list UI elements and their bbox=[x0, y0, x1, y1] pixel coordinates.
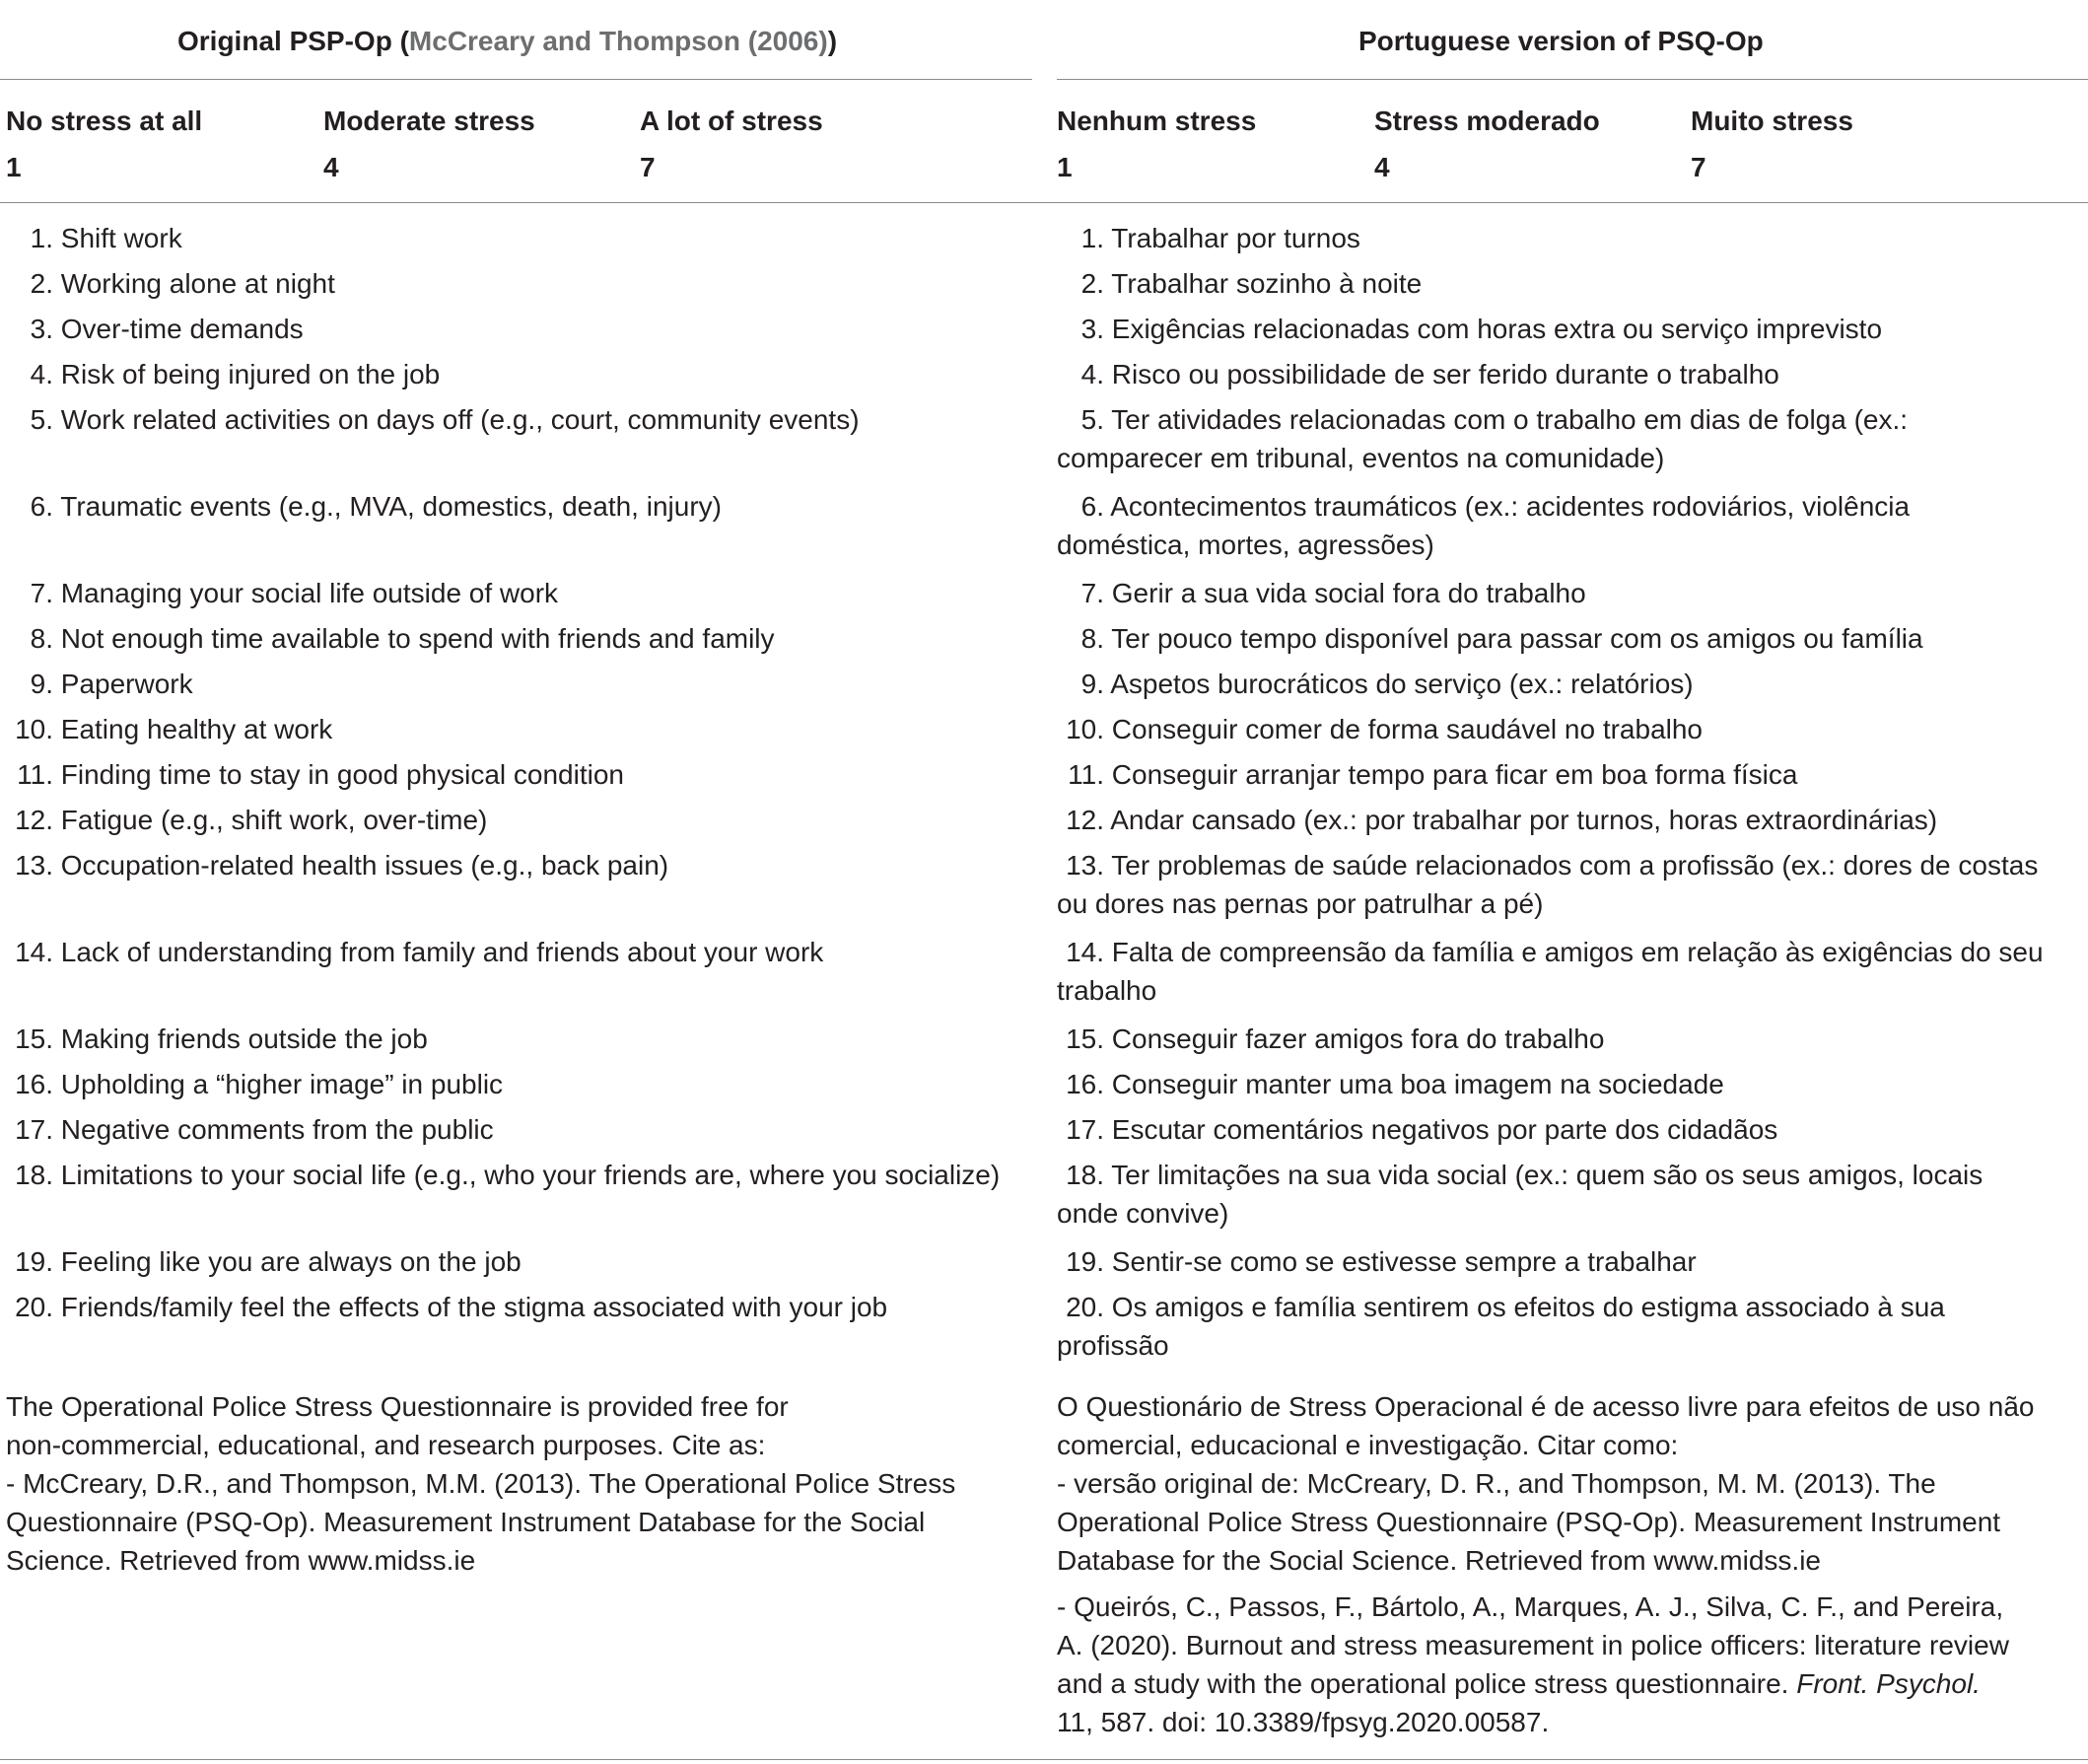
item-text-continuation: comparecer em tribunal, eventos na comunidade) bbox=[1057, 443, 1665, 473]
item-text-continuation: onde convive) bbox=[1057, 1198, 1229, 1229]
item-text: Over-time demands bbox=[60, 314, 304, 344]
item-number: 5. bbox=[30, 404, 53, 435]
item-text: 9. Aspetos burocráticos do serviço (ex.: relatórios) bbox=[1057, 665, 2082, 703]
scale-value-high: 7 bbox=[1691, 152, 1706, 182]
item-text: Traumatic events (e.g., MVA, domestics, death, injury) bbox=[60, 491, 722, 522]
portuguese-item bbox=[1057, 1065, 2082, 1103]
item-text: Finding time to stay in good physical condition bbox=[60, 759, 624, 790]
scale-label-mid: Moderate stress bbox=[323, 106, 535, 136]
scale-value-mid: 4 bbox=[1374, 152, 1390, 182]
item-number: 19. bbox=[1066, 1246, 1104, 1277]
item-text: Negative comments from the public bbox=[60, 1114, 494, 1145]
portuguese-title: Portuguese version of PSQ-Op bbox=[1358, 26, 1764, 56]
original-item bbox=[6, 400, 1031, 439]
item-number: 8. bbox=[30, 623, 53, 654]
original-title-reference[interactable]: McCreary and Thompson (2006) bbox=[408, 26, 828, 56]
item-number: 16. bbox=[1066, 1069, 1104, 1099]
item-number: 6. bbox=[30, 491, 53, 522]
original-item bbox=[6, 1156, 1031, 1194]
original-item bbox=[6, 310, 1031, 348]
item-number: 20. bbox=[1066, 1292, 1104, 1322]
original-item bbox=[6, 1288, 1031, 1326]
original-note bbox=[6, 1387, 1031, 1580]
item-text-continuation: ou dores nas pernas por patrulhar a pé) bbox=[1057, 888, 1544, 919]
item-number: 20. bbox=[15, 1292, 53, 1322]
citation-line: 11, 587. doi: 10.3389/fpsyg.2020.00587. bbox=[1057, 1707, 1550, 1737]
original-item bbox=[6, 1020, 1031, 1058]
original-item bbox=[6, 355, 1031, 393]
note-line: Science. Retrieved from www.midss.ie bbox=[6, 1545, 476, 1576]
original-item bbox=[6, 219, 1031, 257]
item-text: Work related activities on days off (e.g., court, community events) bbox=[60, 404, 860, 435]
item-number: 1. bbox=[30, 223, 53, 253]
item-text: Feeling like you are always on the job bbox=[60, 1246, 522, 1277]
item-number: 9. bbox=[30, 669, 53, 699]
portuguese-item bbox=[1057, 665, 2082, 703]
item-text: 1. Trabalhar por turnos bbox=[1057, 219, 2082, 257]
item-number: 13. bbox=[15, 850, 53, 881]
item-number: 2. bbox=[30, 268, 53, 299]
portuguese-note bbox=[1057, 1387, 2082, 1741]
original-item bbox=[6, 665, 1031, 703]
item-text: 15. Conseguir fazer amigos fora do trabalho bbox=[1057, 1020, 2082, 1058]
original-item bbox=[6, 487, 1031, 526]
item-text: 11. Conseguir arranjar tempo para ficar em boa forma física bbox=[1057, 755, 2082, 794]
portuguese-item bbox=[1057, 619, 2082, 658]
item-number: 16. bbox=[15, 1069, 53, 1099]
portuguese-item bbox=[1057, 487, 2082, 564]
item-number: 14. bbox=[15, 937, 53, 967]
item-number: 6. bbox=[1080, 491, 1104, 522]
portuguese-item bbox=[1057, 710, 2082, 748]
item-number: 15. bbox=[15, 1023, 53, 1054]
note-line: Database for the Social Science. Retrieved from www.midss.ie bbox=[1057, 1545, 1821, 1576]
table-bottom-rule bbox=[0, 1759, 2088, 1760]
item-text: Working alone at night bbox=[60, 268, 335, 299]
item-text: 18. Ter limitações na sua vida social (ex.: quem são os seus amigos, locais bbox=[1057, 1156, 2082, 1194]
item-text: 2. Trabalhar sozinho à noite bbox=[1057, 264, 2082, 303]
item-number: 3. bbox=[30, 314, 53, 344]
item-text: Eating healthy at work bbox=[60, 714, 333, 744]
note-line: O Questionário de Stress Operacional é de acesso livre para efeitos de uso não bbox=[1057, 1391, 2035, 1422]
item-text: 12. Andar cansado (ex.: por trabalhar por turnos, horas extraordinárias) bbox=[1057, 801, 2082, 839]
item-text: 17. Escutar comentários negativos por parte dos cidadãos bbox=[1057, 1110, 2082, 1149]
table-header-divider bbox=[0, 202, 2088, 203]
scale-value-low: 1 bbox=[6, 152, 22, 182]
scale-label-low: No stress at all bbox=[6, 106, 203, 136]
header-divider-right bbox=[1057, 79, 2088, 80]
original-item bbox=[6, 755, 1031, 794]
item-text: 7. Gerir a sua vida social fora do trabalho bbox=[1057, 574, 2082, 612]
citation-line: and a study with the operational police stress questionnaire. Front. Psychol. bbox=[1057, 1668, 1981, 1699]
item-text: 4. Risco ou possibilidade de ser ferido durante o trabalho bbox=[1057, 355, 2082, 393]
note-line: - McCreary, D.R., and Thompson, M.M. (2013). The Operational Police Stress bbox=[6, 1468, 956, 1499]
note-line: non-commercial, educational, and research purposes. Cite as: bbox=[6, 1430, 766, 1460]
original-title: Original PSP-Op (McCreary and Thompson (2006)) bbox=[177, 26, 838, 56]
citation-line: A. (2020). Burnout and stress measurement in police officers: literature review bbox=[1057, 1630, 2009, 1660]
item-number: 10. bbox=[15, 714, 53, 744]
scale-label-low: Nenhum stress bbox=[1057, 106, 1257, 136]
item-text: Lack of understanding from family and friends about your work bbox=[60, 937, 824, 967]
portuguese-item bbox=[1057, 574, 2082, 612]
item-text: 10. Conseguir comer de forma saudável no trabalho bbox=[1057, 710, 2082, 748]
original-item bbox=[6, 801, 1031, 839]
item-text: Limitations to your social life (e.g., who your friends are, where you socialize) bbox=[60, 1160, 1001, 1190]
item-number: 4. bbox=[30, 359, 53, 389]
item-text: Paperwork bbox=[60, 669, 193, 699]
item-number: 11. bbox=[17, 759, 53, 790]
item-text: Occupation-related health issues (e.g., back pain) bbox=[60, 850, 669, 881]
item-number: 8. bbox=[1080, 623, 1104, 654]
item-number: 18. bbox=[1066, 1160, 1104, 1190]
portuguese-item bbox=[1057, 846, 2082, 923]
item-number: 14. bbox=[1066, 937, 1104, 967]
item-text: 20. Os amigos e família sentirem os efeitos do estigma associado à sua bbox=[1057, 1288, 2082, 1326]
note-line: The Operational Police Stress Questionnaire is provided free for bbox=[6, 1391, 789, 1422]
item-text: Upholding a “higher image” in public bbox=[60, 1069, 504, 1099]
item-text-continuation: doméstica, mortes, agressões) bbox=[1057, 529, 1434, 560]
item-text: Fatigue (e.g., shift work, over-time) bbox=[60, 805, 488, 835]
portuguese-item bbox=[1057, 264, 2082, 303]
note-line: Questionnaire (PSQ-Op). Measurement Instrument Database for the Social bbox=[6, 1507, 926, 1537]
item-number: 17. bbox=[1066, 1114, 1104, 1145]
portuguese-item bbox=[1057, 1156, 2082, 1233]
original-item bbox=[6, 574, 1031, 612]
item-number: 4. bbox=[1080, 359, 1104, 389]
item-text: Risk of being injured on the job bbox=[60, 359, 441, 389]
portuguese-item bbox=[1057, 219, 2082, 257]
portuguese-item bbox=[1057, 1288, 2082, 1365]
item-number: 12. bbox=[1066, 805, 1104, 835]
item-text: 5. Ter atividades relacionadas com o trabalho em dias de folga (ex.: bbox=[1057, 400, 2082, 439]
scale-label-mid: Stress moderado bbox=[1374, 106, 1600, 136]
portuguese-item bbox=[1057, 1110, 2082, 1149]
original-item bbox=[6, 846, 1031, 884]
item-text: 8. Ter pouco tempo disponível para passar com os amigos ou família bbox=[1057, 619, 2082, 658]
item-text: 19. Sentir-se como se estivesse sempre a trabalhar bbox=[1057, 1242, 2082, 1281]
item-text-continuation: profissão bbox=[1057, 1330, 1169, 1361]
item-number: 2. bbox=[1080, 268, 1104, 299]
scale-value-low: 1 bbox=[1057, 152, 1073, 182]
item-text: 14. Falta de compreensão da família e amigos em relação às exigências do seu bbox=[1057, 933, 2082, 971]
scale-label-high: Muito stress bbox=[1691, 106, 1853, 136]
item-number: 5. bbox=[1080, 404, 1104, 435]
item-number: 11. bbox=[1068, 759, 1104, 790]
header-divider-left bbox=[0, 79, 1032, 80]
item-text: 13. Ter problemas de saúde relacionados com a profissão (ex.: dores de costas bbox=[1057, 846, 2082, 884]
item-number: 18. bbox=[15, 1160, 53, 1190]
note-line: - versão original de: McCreary, D. R., and Thompson, M. M. (2013). The bbox=[1057, 1468, 1936, 1499]
item-text-continuation: trabalho bbox=[1057, 975, 1157, 1006]
item-number: 7. bbox=[1080, 578, 1104, 608]
item-number: 19. bbox=[15, 1246, 53, 1277]
item-text: Managing your social life outside of work bbox=[60, 578, 559, 608]
item-text: 3. Exigências relacionadas com horas extra ou serviço imprevisto bbox=[1057, 310, 2082, 348]
item-number: 13. bbox=[1066, 850, 1104, 881]
original-item bbox=[6, 1065, 1031, 1103]
item-text: Shift work bbox=[60, 223, 182, 253]
citation-journal: Front. Psychol. bbox=[1796, 1668, 1981, 1699]
item-number: 15. bbox=[1066, 1023, 1104, 1054]
item-number: 7. bbox=[30, 578, 53, 608]
scale-label-high: A lot of stress bbox=[640, 106, 823, 136]
citation-line: - Queirós, C., Passos, F., Bártolo, A., Marques, A. J., Silva, C. F., and Pereira, bbox=[1057, 1591, 2004, 1622]
note-line: comercial, educacional e investigação. Citar como: bbox=[1057, 1430, 1679, 1460]
portuguese-item bbox=[1057, 1020, 2082, 1058]
portuguese-item bbox=[1057, 400, 2082, 477]
original-item bbox=[6, 1110, 1031, 1149]
portuguese-item bbox=[1057, 933, 2082, 1010]
original-item bbox=[6, 619, 1031, 658]
item-text: Making friends outside the job bbox=[60, 1023, 428, 1054]
portuguese-item bbox=[1057, 801, 2082, 839]
item-number: 9. bbox=[1080, 669, 1104, 699]
item-text: 16. Conseguir manter uma boa imagem na sociedade bbox=[1057, 1065, 2082, 1103]
original-item bbox=[6, 264, 1031, 303]
scale-value-mid: 4 bbox=[323, 152, 339, 182]
original-item bbox=[6, 1242, 1031, 1281]
scale-value-high: 7 bbox=[640, 152, 656, 182]
item-number: 12. bbox=[15, 805, 53, 835]
portuguese-item bbox=[1057, 310, 2082, 348]
item-number: 3. bbox=[1080, 314, 1104, 344]
note-line: Operational Police Stress Questionnaire (PSQ-Op). Measurement Instrument bbox=[1057, 1507, 2001, 1537]
item-number: 10. bbox=[1066, 714, 1104, 744]
original-item bbox=[6, 933, 1031, 971]
item-number: 17. bbox=[15, 1114, 53, 1145]
item-text: Friends/family feel the effects of the stigma associated with your job bbox=[60, 1292, 888, 1322]
portuguese-item bbox=[1057, 355, 2082, 393]
portuguese-item bbox=[1057, 1242, 2082, 1281]
original-item bbox=[6, 710, 1031, 748]
item-number: 1. bbox=[1080, 223, 1104, 253]
portuguese-item bbox=[1057, 755, 2082, 794]
item-text: 6. Acontecimentos traumáticos (ex.: acidentes rodoviários, violência bbox=[1057, 487, 2082, 526]
item-text: Not enough time available to spend with friends and family bbox=[60, 623, 775, 654]
